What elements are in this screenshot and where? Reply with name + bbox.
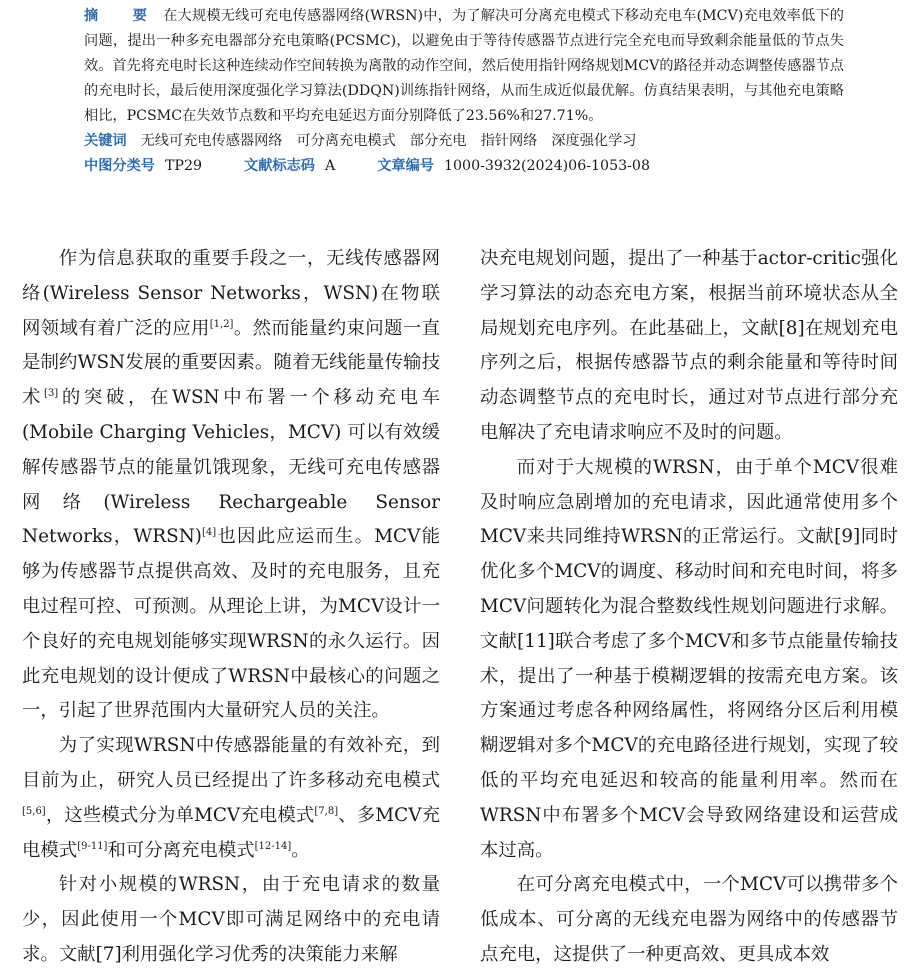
citation: [3] (44, 388, 59, 400)
body-paragraph (22, 729, 440, 868)
citation: [1,2] (209, 318, 234, 330)
body-paragraph: 针对小规模的WRSN，由于充电请求的数量少，因此使用一个MCV即可满足网络中的充电请求。文献[7]利用强化学习优秀的决策能力来解 (22, 874, 440, 965)
keywords-row (84, 129, 844, 154)
body-paragraph: 在可分离充电模式中，一个MCV可以携带多个低成本、可分离的无线充电器为网络中的传感器节点充电，这提供了一种更高效、更具成本效 (480, 874, 898, 965)
text-run: ，这些模式分为单MCV充电模式 (45, 804, 315, 826)
keyword: 无线可充电传感器网络 (140, 133, 283, 149)
clc-label: 中图分类号 (84, 158, 155, 174)
body-paragraph (22, 242, 440, 729)
citation: [5,6] (22, 805, 46, 817)
text-run: 作为信息获取的重要手段之一，无线传感器网络(Wireless Sensor Networks，WSN)在物联网领域有着广泛的应用 (22, 248, 440, 339)
text-run: 、多MCV充电模式 (22, 804, 440, 861)
text-run: 为了实现WRSN中传感器能量的有效补充，到目前为止，研究人员已经提出了许多移动充电模式 (22, 735, 440, 791)
keyword: 深度强化学习 (551, 133, 637, 149)
keyword: 部分充电 (409, 133, 467, 149)
text-run: 。然而能量约束问题一直是制约WSN发展的重要因素。随着无线能量传输技术 (22, 317, 440, 409)
doc-code-value: A (324, 158, 336, 174)
article-number-value: 1000-3932(2024)06-1053-08 (443, 158, 650, 174)
classification-row (84, 154, 844, 179)
citation: [4] (202, 527, 217, 539)
citation: [9-11] (77, 840, 108, 852)
text-run: 。 (291, 839, 310, 861)
citation: [12-14] (254, 840, 292, 852)
body-column-left (22, 242, 440, 973)
citation: [7,8] (314, 805, 339, 817)
body-paragraph: 而对于大规模的WRSN，由于单个MCV很难及时响应急剧增加的充电请求，因此通常使用多个MCV来共同维持WRSN的正常运行。文献[9]同时优化多个MCV的调度、移动时间和充电时间，将多MCV问题转化为混合整数线性规划问题进行求解。文献[11]联合考虑了多个MCV和多节点能量传输技术，提出了一种基于模糊逻辑的按需充电方案。该方案通过考虑各种网络属性，将网络分区后利用模糊逻辑对多个MCV的充电路径进行规划，实现了较低的平均充电延迟和较高的能量利用率。然而在WRSN中布署多个MCV会导致网络建设和运营成本过高。 (480, 456, 898, 861)
text-run: 和可分离充电模式 (107, 839, 255, 861)
keyword: 可分离充电模式 (296, 133, 396, 149)
keyword: 指针网络 (480, 133, 538, 149)
clc-value: TP29 (164, 158, 203, 174)
body-paragraph: 决充电规划问题，提出了一种基于actor-critic强化学习算法的动态充电方案，根据当前环境状态从全局规划充电序列。在此基础上，文献[8]在规划充电序列之后，根据传感器节点的剩余能量和等待时间动态调整节点的充电时长，通过对节点进行部分充电解决了充电请求响应不及时的问题。 (480, 248, 898, 443)
abstract-block (84, 4, 844, 179)
article-number-label: 文章编号 (377, 158, 434, 174)
body-column-right (480, 242, 898, 973)
text-run: 也因此应运而生。MCV能够为传感器节点提供高效、及时的充电服务，且充电过程可控、可预测。从理论上讲，为MCV设计一个良好的充电规划能够实现WRSN的永久运行。因此充电规划的设计便成了WRSN中最核心的问题之一，引起了世界范围内大量研究人员的关注。 (22, 526, 441, 722)
keywords-label: 关键词 (84, 133, 127, 149)
doc-code-label: 文献标志码 (244, 158, 315, 174)
abstract-label: 摘 要 (84, 8, 158, 24)
abstract-text: 在大规模无线可充电传感器网络(WRSN)中，为了解决可分离充电模式下移动充电车(MCV)充电效率低下的问题，提出一种多充电器部分充电策略(PCSMC)，以避免由于等待传感器节点进行完全充电而导致剩余能量低的节点失效。首先将充电时长这种连续动作空间转换为离散的动作空间，然后使用指针网络规划MCV的路径并动态调整传感器节点的充电时长，最后使用深度强化学习算法(DDQN)训练指针网络，从而生成近似最优解。仿真结果表明，与其他充电策略相比，PCSMC在失效节点数和平均充电延迟方面分别降低了23.56%和27.71%。 (84, 8, 844, 124)
abstract-paragraph (84, 4, 844, 129)
text-run: 的突破，在WSN中布署一个移动充电车(Mobile Charging Vehicles，MCV) 可以有效缓解传感器节点的能量饥饿现象，无线可充电传感器网络(Wireless Rechargeable Sensor Networks，WRSN) (22, 387, 440, 548)
